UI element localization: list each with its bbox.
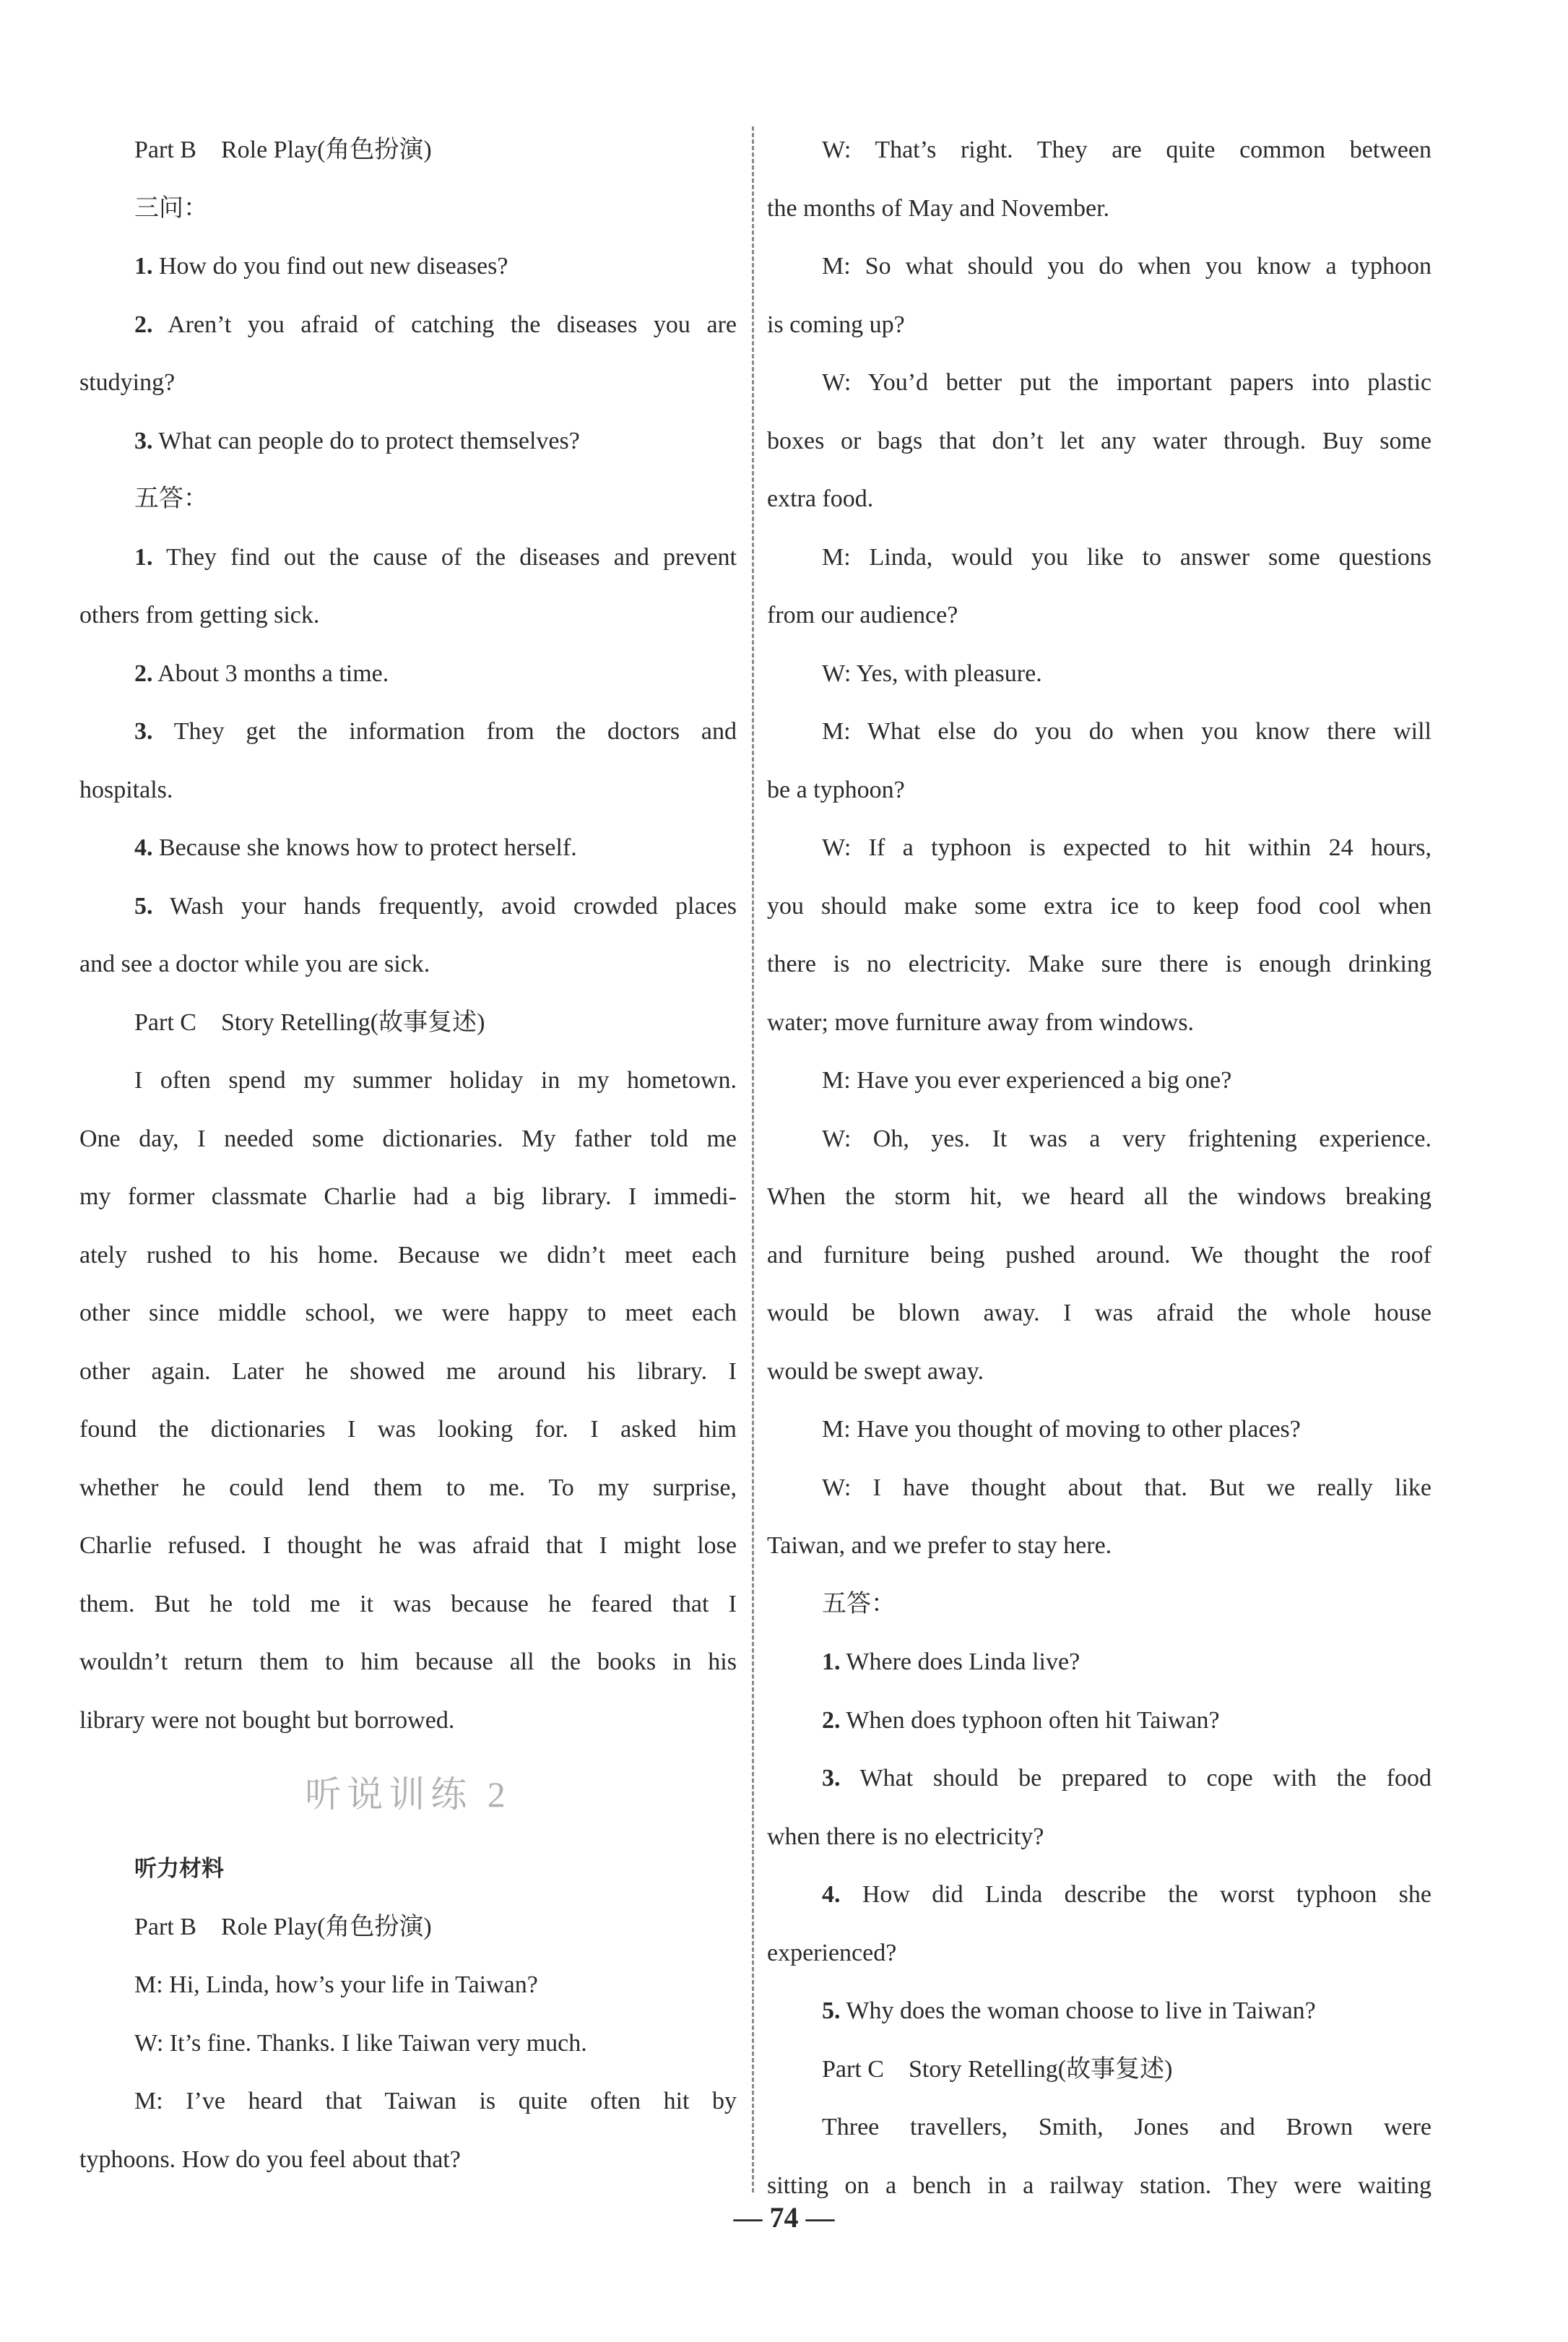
listening-material-heading: 听力材料 — [134, 1856, 224, 1882]
answer-text: Why does the woman choose to live in Taiwan? — [840, 1997, 1316, 2024]
column-divider — [752, 126, 754, 2192]
story-line: other since middle school, we were happy to meet each — [79, 1300, 737, 1326]
answer-4-cont: experienced? — [767, 1939, 897, 1966]
three-questions-label: 三问： — [134, 194, 208, 222]
dialogue-line: and furniture being pushed around. We thought the roof — [767, 1241, 1431, 1269]
answer-number: 1. — [134, 543, 153, 571]
answer-4 — [79, 819, 737, 878]
part-c-heading: Part C Story Retelling(故事复述) — [134, 1008, 485, 1036]
question-text: What can people do to protect themselves? — [152, 427, 580, 454]
answer-text: How did Linda describe the worst typhoon she — [840, 1881, 1431, 1908]
answer-number: 4. — [134, 834, 153, 861]
question-2-cont: studying? — [79, 369, 176, 396]
story-line: wouldn’t return them to him because all the books in his — [79, 1649, 737, 1675]
answer-text: They find out the cause of the diseases and prevent — [152, 543, 737, 571]
dialogue-line: W: Yes, with pleasure. — [822, 660, 1042, 687]
answer-3-cont: when there is no electricity? — [767, 1823, 1044, 1850]
story-line: One day, I needed some dictionaries. My father told me — [79, 1125, 737, 1152]
answer-number: 5. — [134, 892, 153, 920]
story-line: sitting on a bench in a railway station. They were waiting — [767, 2172, 1431, 2199]
question-number: 3. — [134, 427, 153, 454]
five-answers-label: 五答： — [822, 1590, 896, 1617]
answer-number: 5. — [822, 1997, 841, 2024]
dialogue-line: be a typhoon? — [767, 776, 905, 803]
dialogue-line: is coming up? — [767, 311, 905, 338]
answer-number: 2. — [134, 660, 153, 687]
dialogue-line: the months of May and November. — [767, 194, 1110, 222]
answer-2 — [79, 645, 737, 704]
question-1 — [79, 238, 737, 296]
part-b-heading: Part B Role Play(角色扮演) — [134, 137, 432, 163]
answer-5 — [79, 878, 737, 936]
answer-3-cont: hospitals. — [79, 776, 173, 803]
answer-1-cont: others from getting sick. — [79, 602, 320, 628]
dialogue-line: from our audience? — [767, 602, 958, 628]
part-b-heading-2: Part B Role Play(角色扮演) — [134, 1913, 432, 1940]
story-line: I often spend my summer holiday in my hometown. — [134, 1067, 737, 1094]
answer-3 — [79, 703, 737, 761]
dialogue-line: M: Hi, Linda, how’s your life in Taiwan? — [134, 1971, 538, 1998]
answer-1 — [79, 529, 737, 587]
dialogue-line: there is no electricity. Make sure there is enough drinking — [767, 951, 1431, 977]
section-title: 听说训练 2 — [305, 1774, 511, 1815]
dialogue-line: typhoons. How do you feel about that? — [79, 2146, 461, 2173]
answer-text: About 3 months a time. — [152, 660, 389, 687]
dialogue-line: boxes or bags that don’t let any water through. Buy some — [767, 427, 1431, 454]
story-line: other again. Later he showed me around his library. I — [79, 1357, 737, 1385]
dialogue-line: W: Oh, yes. It was a very frightening experience. — [822, 1125, 1431, 1152]
story-line: Charlie refused. I thought he was afraid that I might lose — [79, 1532, 737, 1559]
answer-number: 3. — [134, 718, 153, 745]
answer-number: 3. — [822, 1765, 841, 1792]
answer-5 — [767, 1982, 1431, 2041]
dialogue-line: M: Have you thought of moving to other places? — [822, 1416, 1301, 1443]
dialogue-line: W: That’s right. They are quite common between — [822, 137, 1431, 163]
part-c-heading: Part C Story Retelling(故事复述) — [822, 2055, 1173, 2083]
answer-5-cont: and see a doctor while you are sick. — [79, 951, 430, 977]
left-column — [79, 121, 737, 2189]
dialogue-line: M: So what should you do when you know a typhoon — [822, 253, 1431, 280]
dialogue-line: M: Have you ever experienced a big one? — [822, 1067, 1232, 1094]
answer-text: They get the information from the doctors and — [152, 718, 737, 745]
dialogue-line: When the storm hit, we heard all the windows breaking — [767, 1183, 1431, 1210]
page-number: — 74 — — [733, 2201, 835, 2234]
answer-text: Where does Linda live? — [840, 1649, 1080, 1675]
story-line: my former classmate Charlie had a big library. I immedi- — [79, 1183, 737, 1210]
question-text: How do you find out new diseases? — [152, 253, 508, 280]
question-2 — [79, 296, 737, 355]
dialogue-line: M: I’ve heard that Taiwan is quite often hit by — [134, 2088, 737, 2114]
answer-number: 2. — [822, 1706, 841, 1734]
answer-number: 1. — [822, 1649, 841, 1675]
answer-2 — [767, 1692, 1431, 1750]
dialogue-line: Taiwan, and we prefer to stay here. — [767, 1532, 1112, 1559]
question-number: 2. — [134, 311, 153, 338]
dialogue-line: you should make some extra ice to keep food cool when — [767, 892, 1431, 920]
dialogue-line: M: What else do you do when you know there will — [822, 718, 1431, 745]
answer-text: Wash your hands frequently, avoid crowded places — [152, 892, 737, 920]
dialogue-line: extra food. — [767, 485, 874, 512]
answer-4 — [767, 1866, 1431, 1924]
right-column — [767, 121, 1431, 2215]
answer-text: When does typhoon often hit Taiwan? — [840, 1706, 1220, 1734]
story-line: them. But he told me it was because he feared that I — [79, 1590, 737, 1617]
dialogue-line: M: Linda, would you like to answer some questions — [822, 543, 1431, 571]
answer-text: Because she knows how to protect herself. — [152, 834, 577, 861]
story-line: whether he could lend them to me. To my surprise, — [79, 1474, 737, 1501]
story-line: found the dictionaries I was looking for. I asked him — [79, 1416, 737, 1443]
answer-3 — [767, 1750, 1431, 1808]
dialogue-line: would be blown away. I was afraid the whole house — [767, 1300, 1431, 1326]
dialogue-line: would be swept away. — [767, 1357, 984, 1385]
story-line: ately rushed to his home. Because we didn’t meet each — [79, 1241, 737, 1269]
question-3 — [79, 412, 737, 471]
dialogue-line: water; move furniture away from windows. — [767, 1008, 1195, 1036]
question-text: Aren’t you afraid of catching the diseases you are — [152, 311, 737, 338]
answer-number: 4. — [822, 1881, 841, 1908]
answer-text: What should be prepared to cope with the food — [840, 1765, 1431, 1792]
dialogue-line: W: It’s fine. Thanks. I like Taiwan very much. — [134, 2029, 587, 2057]
five-answers-label: 五答： — [134, 485, 208, 512]
dialogue-line: W: You’d better put the important papers into plastic — [822, 369, 1431, 396]
dialogue-line: W: If a typhoon is expected to hit within 24 hours, — [822, 834, 1431, 861]
dialogue-line: W: I have thought about that. But we really like — [822, 1474, 1431, 1501]
story-line: library were not bought but borrowed. — [79, 1706, 455, 1734]
story-line: Three travellers, Smith, Jones and Brown were — [822, 2114, 1431, 2140]
question-number: 1. — [134, 253, 153, 280]
answer-1 — [767, 1633, 1431, 1692]
